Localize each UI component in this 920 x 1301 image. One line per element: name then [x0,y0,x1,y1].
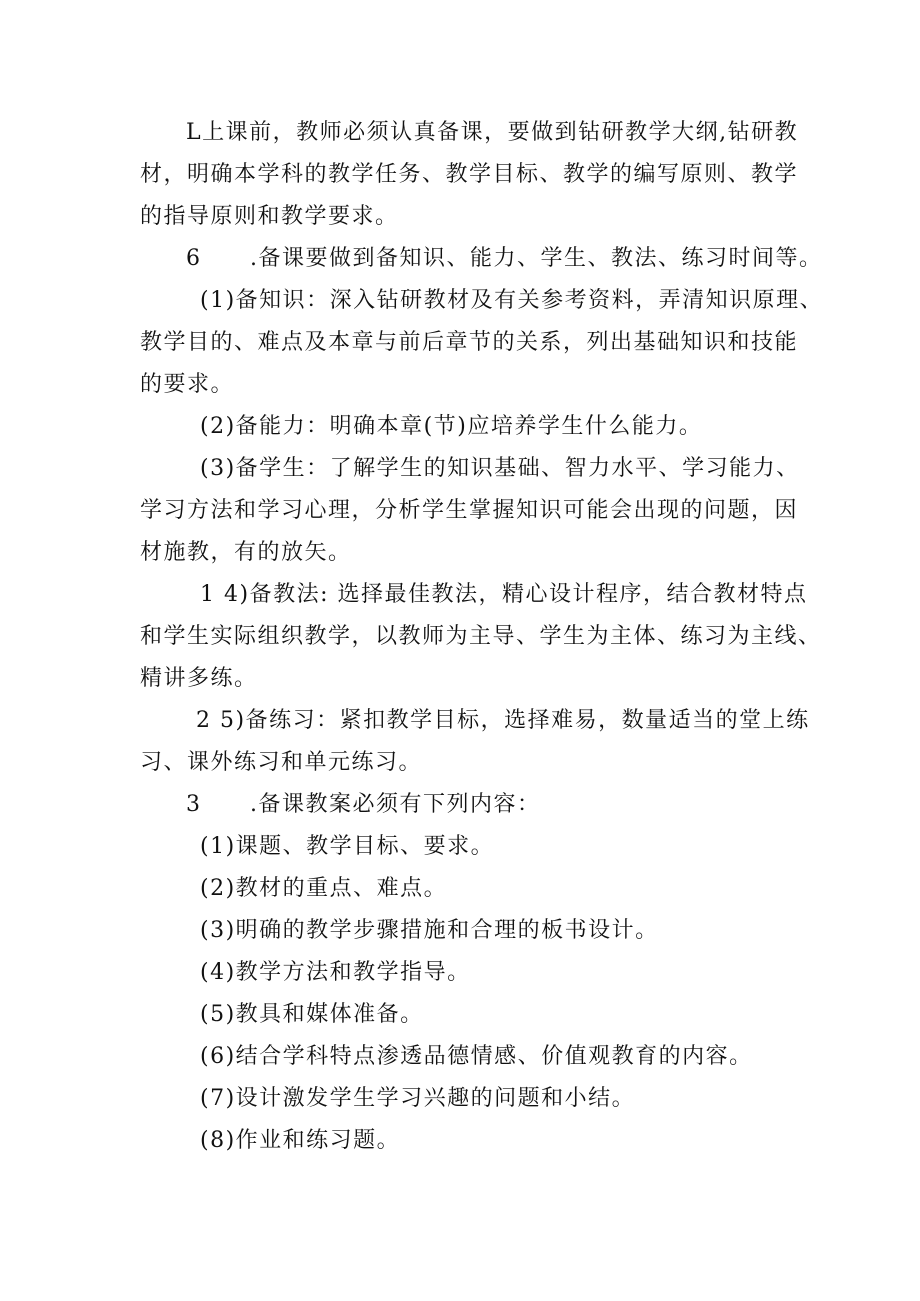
list-item-line: 学习方法和学习心理，分析学生掌握知识可能会出现的问题，因 [140,498,799,523]
list-item-line: (2)备能力：明确本章(节)应培养学生什么能力。 [200,414,703,439]
list-item-line: (1)备知识：深入钻研教材及有关参考资料，弄清知识原理、 [200,288,824,313]
section-heading-text: .备课教案必须有下列内容： [250,792,541,817]
section-number: 3 [186,792,202,817]
paragraph-line: 材，明确本学科的教学任务、教学目标、教学的编写原则、教学 [140,162,799,187]
list-item: (8)作业和练习题。 [200,1128,401,1153]
list-item-line: 习、课外练习和单元练习。 [140,750,423,775]
list-item: (4)教学方法和教学指导。 [200,960,471,985]
list-item-line: 教学目的、难点及本章与前后章节的关系，列出基础知识和技能 [140,330,799,355]
section-heading [186,244,823,274]
section-heading-text: .备课要做到备知识、能力、学生、教法、练习时间等。 [250,246,823,271]
list-item-line: 1 4)备教法: 选择最佳教法，精心设计程序，结合教材特点 [200,582,808,607]
list-item: (5)教具和媒体准备。 [200,1002,424,1027]
list-item-line: 2 5)备练习：紧扣教学目标，选择难易，数量适当的堂上练 [196,708,810,733]
list-item-line: (3)备学生：了解学生的知识基础、智力水平、学习能力、 [200,456,800,481]
section-number: 6 [186,246,202,271]
paragraph-line: L上课前，教师必须认真备课，要做到钻研教学大纲,钻研教 [186,120,799,145]
list-item-line: 精讲多练。 [140,666,258,691]
list-item: (6)结合学科特点渗透品德情感、价值观教育的内容。 [200,1044,753,1069]
list-item: (7)设计激发学生学习兴趣的问题和小结。 [200,1086,636,1111]
list-item: (1)课题、教学目标、要求。 [200,834,495,859]
list-item-line: 材施教，有的放矢。 [140,540,352,565]
list-item: (3)明确的教学步骤措施和合理的板书设计。 [200,918,659,943]
list-item-line: 和学生实际组织教学，以教师为主导、学生为主体、练习为主线、 [140,624,822,649]
paragraph-line: 的指导原则和教学要求。 [140,204,399,229]
list-item-line: 的要求。 [140,372,235,397]
section-heading [186,790,541,820]
list-item: (2)教材的重点、难点。 [200,876,448,901]
